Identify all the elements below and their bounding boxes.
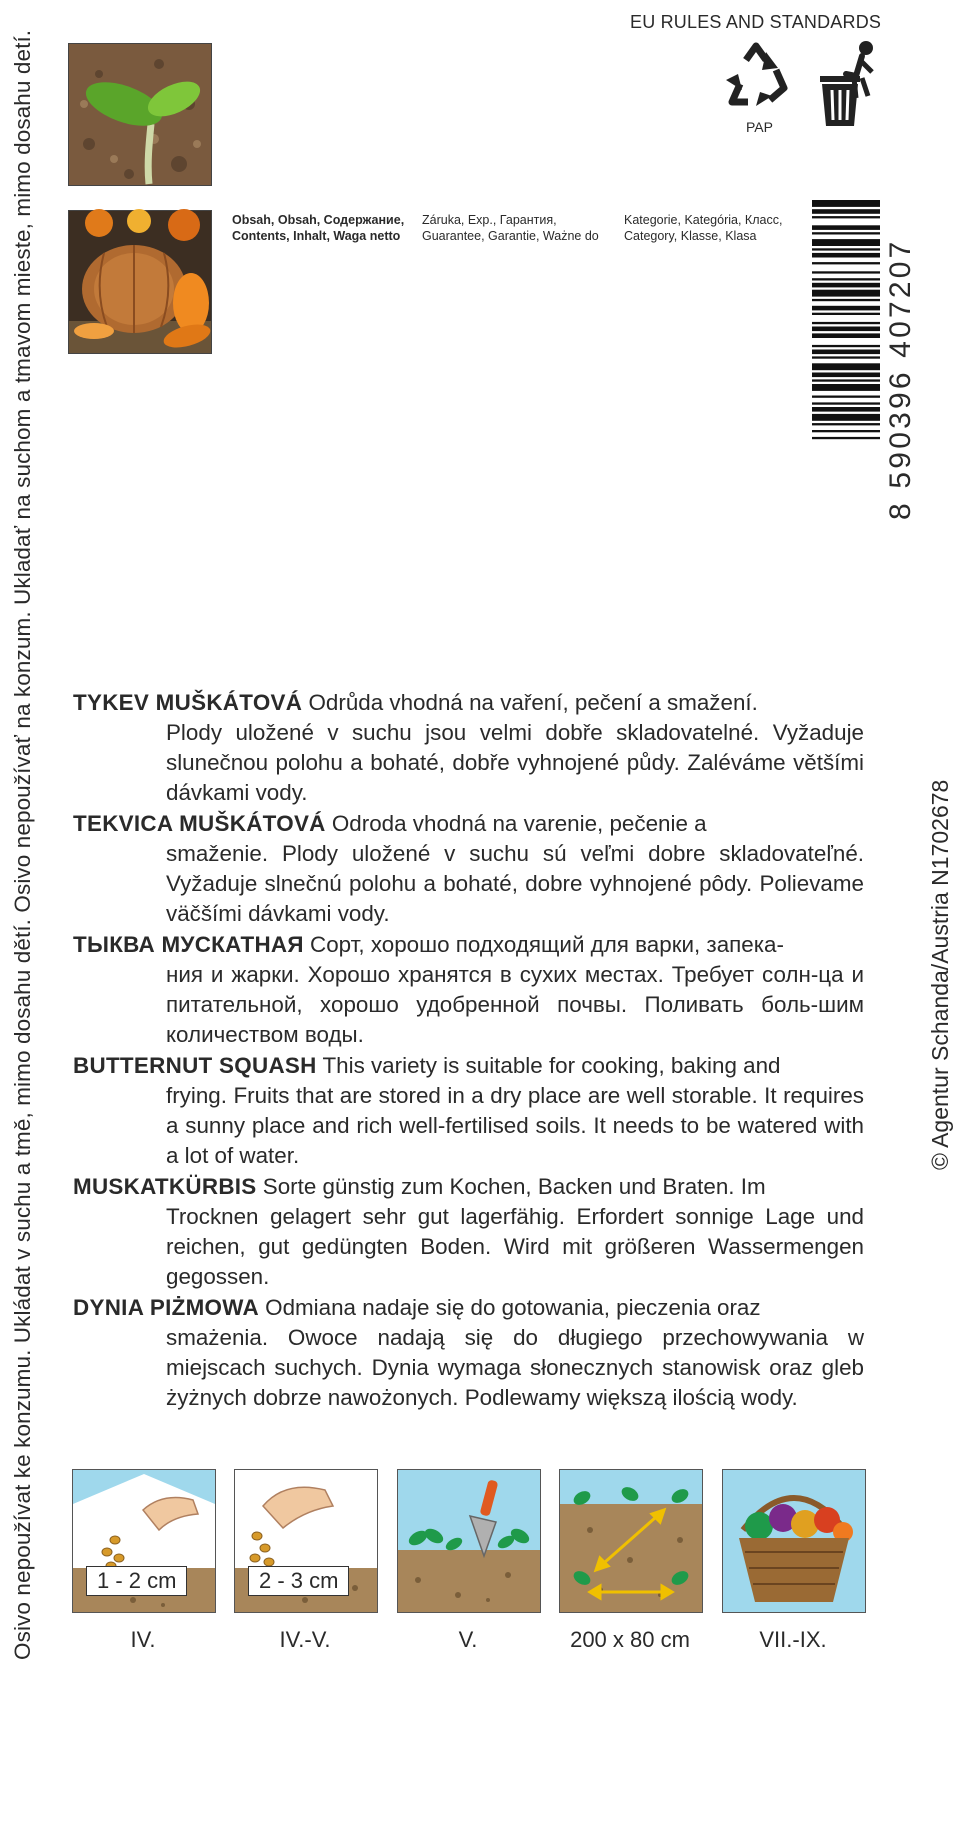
barcode-bar <box>812 313 880 315</box>
description-title: TEKVICA MUŠKÁTOVÁ <box>73 811 326 836</box>
description-russian: ТЫКВА МУСКАТНАЯ Сорт, хорошо подходящий для варки, запека- ния и жарки. Хорошо хранятся в сухих местах. Требует солн-ца и питательной, хорошо удобренной почвы. Поливать боль-шим количеством воды. <box>73 932 864 1047</box>
trash-bin-icon <box>816 38 888 128</box>
barcode <box>812 200 880 520</box>
barcode-bar <box>812 232 880 234</box>
pap-label: PAP <box>746 119 773 135</box>
barcode-bar <box>812 437 880 439</box>
barcode-bar <box>812 290 880 297</box>
description-english: BUTTERNUT SQUASH This variety is suitable for cooking, baking and frying. Fruits that are stored in a dry place are well storable. It requires a sunny place and rich well-fertilised soils. It needs to be watered with a lot of water. <box>73 1053 864 1168</box>
barcode-bar <box>812 322 880 324</box>
category-label: Kategorie, Kategória, Класс, Category, Klasse, Klasa <box>624 213 783 243</box>
barcode-bar <box>812 384 880 391</box>
squash-photo <box>68 210 212 354</box>
barcode-bar <box>812 200 880 207</box>
copyright-text: © Agentur Schanda/Austria N1702678 <box>927 779 953 1170</box>
description-title: BUTTERNUT SQUASH <box>73 1053 317 1078</box>
barcode-bar <box>812 299 880 301</box>
barcode-bar <box>812 356 880 358</box>
spacing-label: 200 x 80 cm <box>570 1627 690 1652</box>
description-title: MUSKATKÜRBIS <box>73 1174 257 1199</box>
description-slovak: TEKVICA MUŠKÁTOVÁ Odroda vhodná na varenie, pečenie a smaženie. Plody uložené v suchu sú veľmi dobre skladovateľné. Vyžaduje slnečnú polohu a bohaté, dobre vyhnojené pôdy. Polievame väčšími dávkami vody. <box>73 811 864 926</box>
barcode-bar <box>812 345 880 347</box>
barcode-bar <box>812 363 880 370</box>
contents-label: Obsah, Obsah, Содержание, Contents, Inhalt, Waga netto <box>232 213 405 243</box>
barcode-bar <box>812 225 880 230</box>
barcode-bar <box>812 283 880 288</box>
barcode-bar <box>812 271 880 273</box>
storage-instructions-text: Osivo nepoužívat ke konzumu. Ukládat v suchu a tmě, mimo dosahu dětí. Osivo nepoužívať na konzum. Ukladať na suchom a tmavom mieste, mimo dosahu detí. <box>10 29 35 1660</box>
description-title: TYKEV MUŠKÁTOVÁ <box>73 690 303 715</box>
barcode-bar <box>812 253 880 258</box>
seedling-photo <box>68 43 212 186</box>
barcode-bar <box>812 262 880 264</box>
barcode-bar <box>812 350 880 355</box>
barcode-number: 8 590396 407207 <box>884 238 917 520</box>
barcode-bar <box>812 306 880 311</box>
sowing-month-label: IV.-V. <box>279 1627 331 1652</box>
barcode-bar <box>812 396 880 398</box>
description-german: MUSKATKÜRBIS Sorte günstig zum Kochen, Backen und Braten. Im Trocknen gelagert sehr gut lagerfähig. Erfordert sonnige Lage und reichen, gut gedüngten Boden. Wird mit größeren Wassermengen gegossen. <box>73 1174 864 1289</box>
barcode-bar <box>812 379 880 381</box>
harvest-basket-icon <box>722 1469 866 1613</box>
barcode-bar <box>812 430 880 432</box>
barcode-bar <box>812 216 880 218</box>
planting-trowel-icon <box>397 1469 541 1613</box>
barcode-bar <box>812 248 880 250</box>
barcode-bar <box>812 407 880 412</box>
barcode-bar <box>812 239 880 246</box>
sowing-depth-label: 1 - 2 cm <box>86 1566 187 1596</box>
description-czech: TYKEV MUŠKÁTOVÁ Odrůda vhodná na vaření, pečení a smažení. Plody uložené v suchu jsou velmi dobře skladovatelné. Vyžaduje slunečnou polohu a bohaté, dobře vyhnojené půdy. Zaléváme většími dávkami vody. <box>73 690 864 805</box>
planting-month-label: V. <box>458 1627 478 1652</box>
spacing-icon <box>559 1469 703 1613</box>
guarantee-label: Záruka, Exp., Гарантия, Guarantee, Garantie, Ważne do <box>422 213 599 243</box>
eu-rules-title: EU RULES AND STANDARDS <box>630 12 882 32</box>
barcode-bar <box>812 414 880 421</box>
description-polish: DYNIA PIŻMOWA Odmiana nadaje się do gotowania, pieczenia oraz smażenia. Owoce nadają się do długiego przechowywania w miejscach suchych. Dynia wymaga słonecznych stanowisk oraz gleb żyżnych dobrze nawożonych. Podlewamy większą ilością wody. <box>73 1295 864 1410</box>
description-title: DYNIA PIŻMOWA <box>73 1295 259 1320</box>
barcode-bar <box>812 402 880 404</box>
barcode-bar <box>812 278 880 280</box>
sowing-month-label: IV. <box>130 1627 156 1652</box>
variety-descriptions <box>73 688 864 1414</box>
harvest-month-label: VII.-IX. <box>759 1627 827 1652</box>
barcode-bar <box>812 333 880 338</box>
barcode-bar <box>812 209 880 214</box>
barcode-bar <box>812 373 880 378</box>
barcode-bar <box>812 423 880 425</box>
barcode-bar <box>812 327 880 332</box>
sowing-depth-label: 2 - 3 cm <box>248 1566 349 1596</box>
description-title: ТЫКВА МУСКАТНАЯ <box>73 932 304 957</box>
recycle-icon <box>722 40 794 112</box>
